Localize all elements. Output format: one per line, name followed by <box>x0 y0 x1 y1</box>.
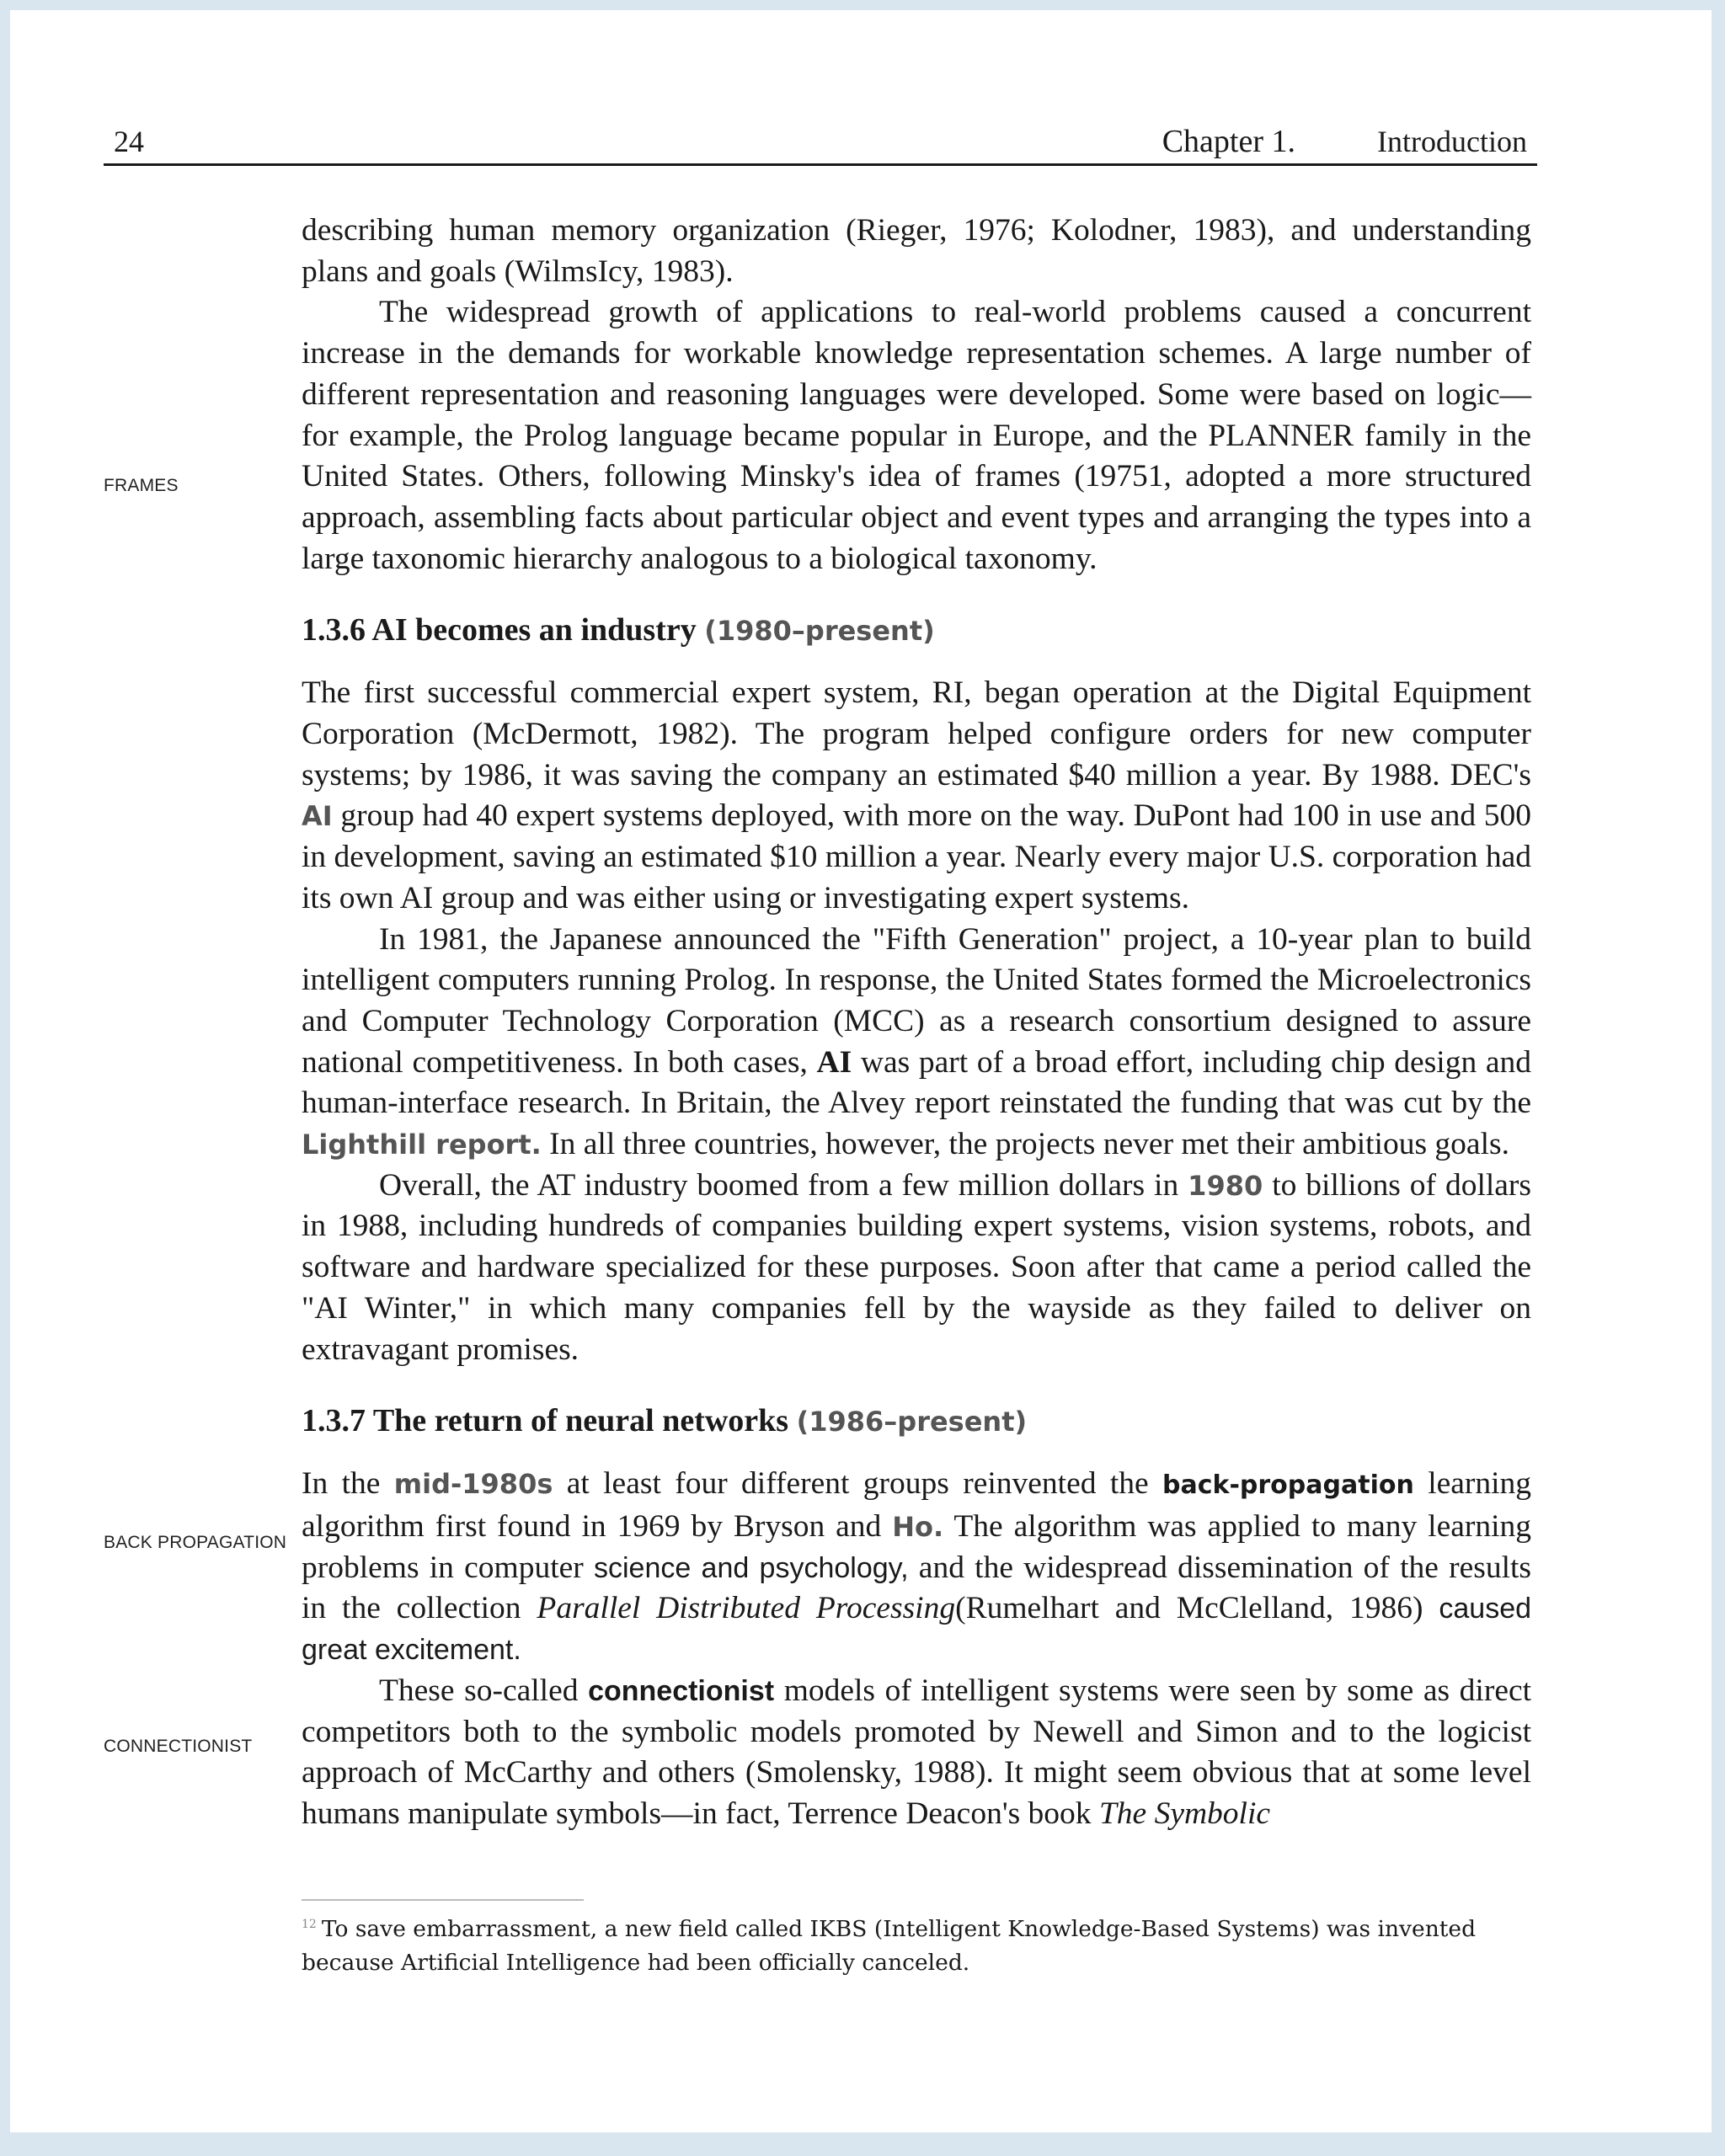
section-heading-1-3-7: 1.3.7 The return of neural networks (1986–present) <box>302 1403 1028 1439</box>
margin-note-back-propagation: BACK PROPAGATION <box>104 1533 287 1552</box>
section-label: Introduction <box>1377 125 1527 158</box>
section-heading-1-3-6: 1.3.6 AI becomes an industry (1980–present) <box>302 612 935 648</box>
paragraph: The widespread growth of applications to real-world problems caused a concurrent increase in the demands for workable knowledge representation schemes. A large number of different representation and reasoning languages were developed. Some were based on logic—for example, the Prolog language became popular in Europe, and the PLANNER family in the United States. Others, following Minsky's idea of frames (19751, adopted a more structured approach, assembling facts about particular object and event types and arranging the types into a large taxonomic hierarchy analogous to a biological taxonomy. <box>302 295 1531 576</box>
body-text <box>302 211 1531 1835</box>
footnote-mark: 12 <box>302 1918 317 1931</box>
chapter-label: Chapter 1. <box>1162 124 1295 159</box>
running-header <box>104 120 1537 166</box>
footnote <box>302 1908 1533 1980</box>
margin-note-frames: FRAMES <box>104 476 179 495</box>
paragraph: In the mid-1980s at least four different groups reinvented the back-propagation learning algorithm first found in 1969 by Bryson and Ho. The algorithm was applied to many learning problems in computer science and psychology, and the widespread dissemination of the results in the collection Parallel Distributed Processing(Rumelhart and McClelland, 1986) caused great excitement. <box>302 1466 1532 1667</box>
page-number: 24 <box>114 125 144 158</box>
paragraph: Overall, the AT industry boomed from a few million dollars in 1980 to billions of dollars in 1988, including hundreds of companies building expert systems, vision systems, robots, and software and hardware specialized for these purposes. Soon after that came a period called the "AI Winter," in which many companies fell by the wayside as they failed to deliver on extravagant promises. <box>302 1167 1532 1367</box>
footnote-divider <box>302 1899 584 1901</box>
paragraph: These so-called connectionist models of intelligent systems were seen by some as direct competitors both to the symbolic models promoted by Newell and Simon and to the logicist approach of McCarthy and others (Smolensky, 1988). It might seem obvious that at some level humans manipulate symbols—in fact, Terrence Deacon's book The Symbolic <box>302 1673 1532 1831</box>
paragraph: In 1981, the Japanese announced the "Fifth Generation" project, a 10-year plan to build intelligent computers running Prolog. In response, the United States formed the Microelectronics and Computer Technology Corporation (MCC) as a research consortium designed to assure national competitiveness. In both cases, AI was part of a broad effort, including chip design and human-interface research. In Britain, the Alvey report reinstated the funding that was cut by the Lighthill report. In all three countries, however, the projects never met their ambitious goals. <box>302 921 1532 1162</box>
paragraph: describing human memory organization (Rieger, 1976; Kolodner, 1983), and understanding plans and goals (WilmsIcy, 1983). <box>302 213 1531 289</box>
footnote-text: To save embarrassment, a new field called IKBS (Intelligent Knowledge-Based Systems) was invented because Artificial Intelligence had been officially canceled. <box>302 1915 1477 1976</box>
margin-note-connectionist: CONNECTIONIST <box>104 1737 253 1756</box>
paragraph: The first successful commercial expert system, RI, began operation at the Digital Equipment Corporation (McDermott, 1982). The program helped configure orders for new computer systems; by 1986, it was saving the company an estimated $40 million a year. By 1988. DEC's AI group had 40 expert systems deployed, with more on the way. DuPont had 100 in use and 500 in development, saving an estimated $10 million a year. Nearly every major U.S. corporation had its own AI group and was either using or investigating expert systems. <box>302 675 1532 915</box>
